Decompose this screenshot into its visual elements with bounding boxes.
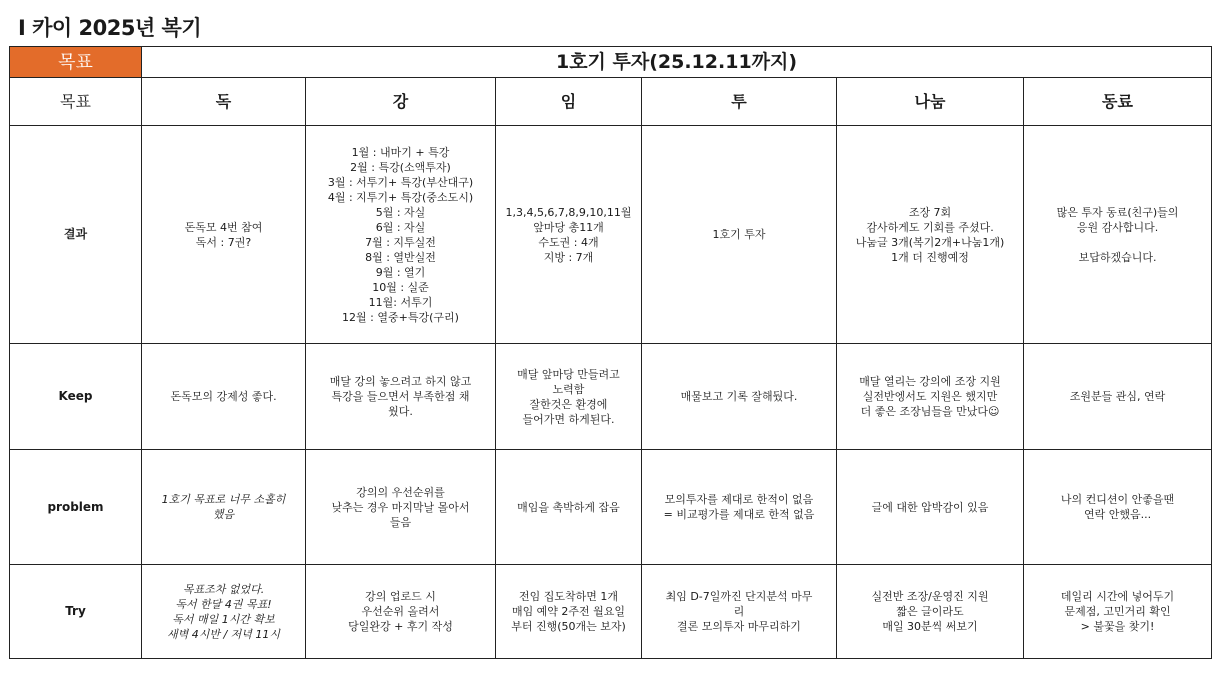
table-cell: 매달 강의 놓으려고 하지 않고 특강을 들으면서 부족한점 채 웠다. (306, 344, 496, 450)
table-row (10, 126, 1212, 344)
table-cell: 많은 투자 동료(친구)들의 응원 감사합니다. 보답하겠습니다. (1024, 126, 1212, 344)
table-row (10, 344, 1212, 450)
table-cell: 조장 7회 감사하게도 기회를 주셨다. 나눔글 3개(복기2개+나눔1개) 1개 더 진행예정 (837, 126, 1024, 344)
goal-value: 1호기 투자(25.12.11까지) (142, 47, 1212, 78)
table-cell: 강의의 우선순위를 낮추는 경우 마지막날 몰아서 들음 (306, 450, 496, 565)
table-cell: 강의 업로드 시 우선순위 올려서 당일완강 + 후기 작성 (306, 565, 496, 659)
table-cell: 목표조차 없었다. 독서 한달 4권 목표! 독서 매일 1시간 확보 새벽 4시반 / 저녁 11시 (142, 565, 306, 659)
table-cell: 매달 열리는 강의에 조장 지원 실전반엥서도 지원은 했지만 더 좋은 조장님들을 만났다☺ (837, 344, 1024, 450)
column-header: 강 (306, 78, 496, 126)
column-header: 독 (142, 78, 306, 126)
row-label: Try (10, 565, 142, 659)
table-cell: 1월 : 내마기 + 특강 2월 : 특강(소액투자) 3월 : 서투기+ 특강(부산대구) 4월 : 지투기+ 특강(중소도시) 5월 : 자실 6월 : 자실 7월 : 지투실전 8월 : 열반실전 9월 : 열기 10월 : 실준 11월: 서투기 12월 : 열중+특강(구리) (306, 126, 496, 344)
retrospective-table (9, 46, 1212, 659)
table-cell: 실전반 조장/운영진 지원 짧은 글이라도 매일 30분씩 써보기 (837, 565, 1024, 659)
table-cell: 1호기 투자 (642, 126, 837, 344)
table-row (10, 565, 1212, 659)
goal-row (10, 47, 1212, 78)
column-header: 나눔 (837, 78, 1024, 126)
column-header: 목표 (10, 78, 142, 126)
column-header: 동료 (1024, 78, 1212, 126)
table-cell: 1호기 목표로 너무 소홀히 했음 (142, 450, 306, 565)
row-label: problem (10, 450, 142, 565)
row-label: Keep (10, 344, 142, 450)
table-cell: 글에 대한 압박감이 있음 (837, 450, 1024, 565)
row-label: 결과 (10, 126, 142, 344)
column-header: 투 (642, 78, 837, 126)
header-row (10, 78, 1212, 126)
table-cell: 모의투자를 제대로 한적이 없음 = 비교평가를 제대로 한적 없음 (642, 450, 837, 565)
table-row (10, 450, 1212, 565)
goal-label: 목표 (10, 47, 142, 78)
table-cell: 매임을 촉박하게 잡음 (496, 450, 642, 565)
table-cell: 데일리 시간에 넣어두기 문제점, 고민거리 확인 > 불꽃을 찾기! (1024, 565, 1212, 659)
page-title: I 카이 2025년 복기 (18, 16, 202, 40)
table-cell: 나의 컨디션이 안좋을땐 연락 안했음... (1024, 450, 1212, 565)
table-cell: 조원분들 관심, 연락 (1024, 344, 1212, 450)
table-cell: 매물보고 기록 잘해뒀다. (642, 344, 837, 450)
table-cell: 돈독모 4번 참여 독서 : 7권? (142, 126, 306, 344)
table-cell: 최임 D-7일까진 단지분석 마무 리 결론 모의투자 마무리하기 (642, 565, 837, 659)
table-cell: 돈독모의 강제성 좋다. (142, 344, 306, 450)
table-cell: 매달 앞마당 만들려고 노력함 잘한것은 환경에 들어가면 하게된다. (496, 344, 642, 450)
column-header: 임 (496, 78, 642, 126)
table-cell: 1,3,4,5,6,7,8,9,10,11월 앞마당 총11개 수도권 : 4개 지방 : 7개 (496, 126, 642, 344)
table-cell: 전임 집도착하면 1개 매임 예약 2주전 월요일 부터 진행(50개는 보자) (496, 565, 642, 659)
